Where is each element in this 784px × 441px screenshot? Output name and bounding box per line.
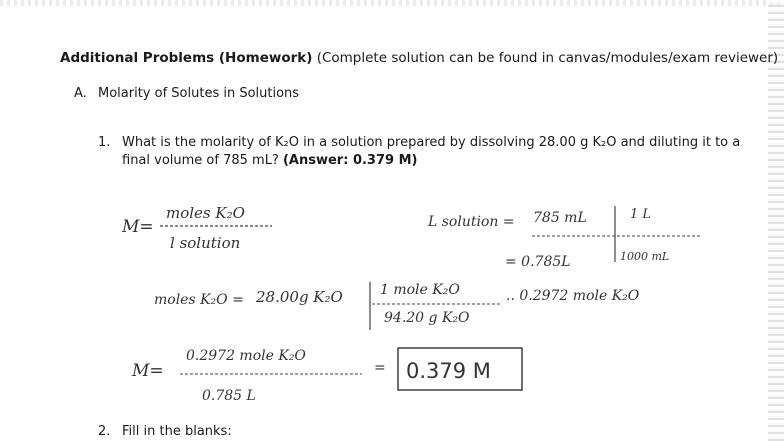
- hw-lsol-785: 785 mL: [533, 210, 587, 226]
- hw-mol-result: .. 0.2972 mole K₂O: [506, 288, 640, 304]
- hw-m2-eq: =: [374, 360, 386, 376]
- hw-mol-conv-num: 1 mole K₂O: [380, 282, 460, 298]
- question-1-number: 1.: [98, 135, 111, 150]
- hw-m2-label: M=: [132, 361, 164, 381]
- hw-lsol-1000: 1000 mL: [620, 250, 670, 263]
- hw-mol-given: 28.00g K₂O: [256, 288, 343, 306]
- hw-m2-den: 0.785 L: [202, 388, 256, 404]
- heading-rest: (Complete solution can be found in canvas/modules/exam reviewer): [312, 50, 779, 66]
- question-2-text: Fill in the blanks:: [122, 424, 232, 439]
- question-1-answer: (Answer: 0.379 M): [282, 153, 418, 168]
- final-answer: 0.379 M: [406, 359, 491, 383]
- hw-mol-label: moles K₂O =: [154, 292, 244, 308]
- question-2-number: 2.: [98, 424, 111, 439]
- hw-lsol-eq: = 0.785L: [505, 254, 571, 270]
- section-letter: A.: [74, 86, 87, 101]
- heading-bold: Additional Problems (Homework): [60, 50, 313, 66]
- hw-den1: l solution: [170, 234, 241, 252]
- question-1-line2-text: final volume of 785 mL?: [122, 153, 283, 168]
- hw-num1: moles K₂O: [166, 204, 245, 222]
- hw-m2-num: 0.2972 mole K₂O: [186, 348, 306, 364]
- question-1-line1: What is the molarity of K₂O in a solution prepared by dissolving 28.00 g K₂O and diluting it to a: [122, 135, 741, 150]
- hw-lsol-1l: 1 L: [630, 207, 652, 222]
- hw-m-label: M=: [122, 217, 154, 237]
- hw-lsol-label: L solution =: [428, 214, 515, 230]
- section-title: Molarity of Solutes in Solutions: [98, 86, 300, 101]
- hw-mol-conv-den: 94.20 g K₂O: [384, 310, 470, 326]
